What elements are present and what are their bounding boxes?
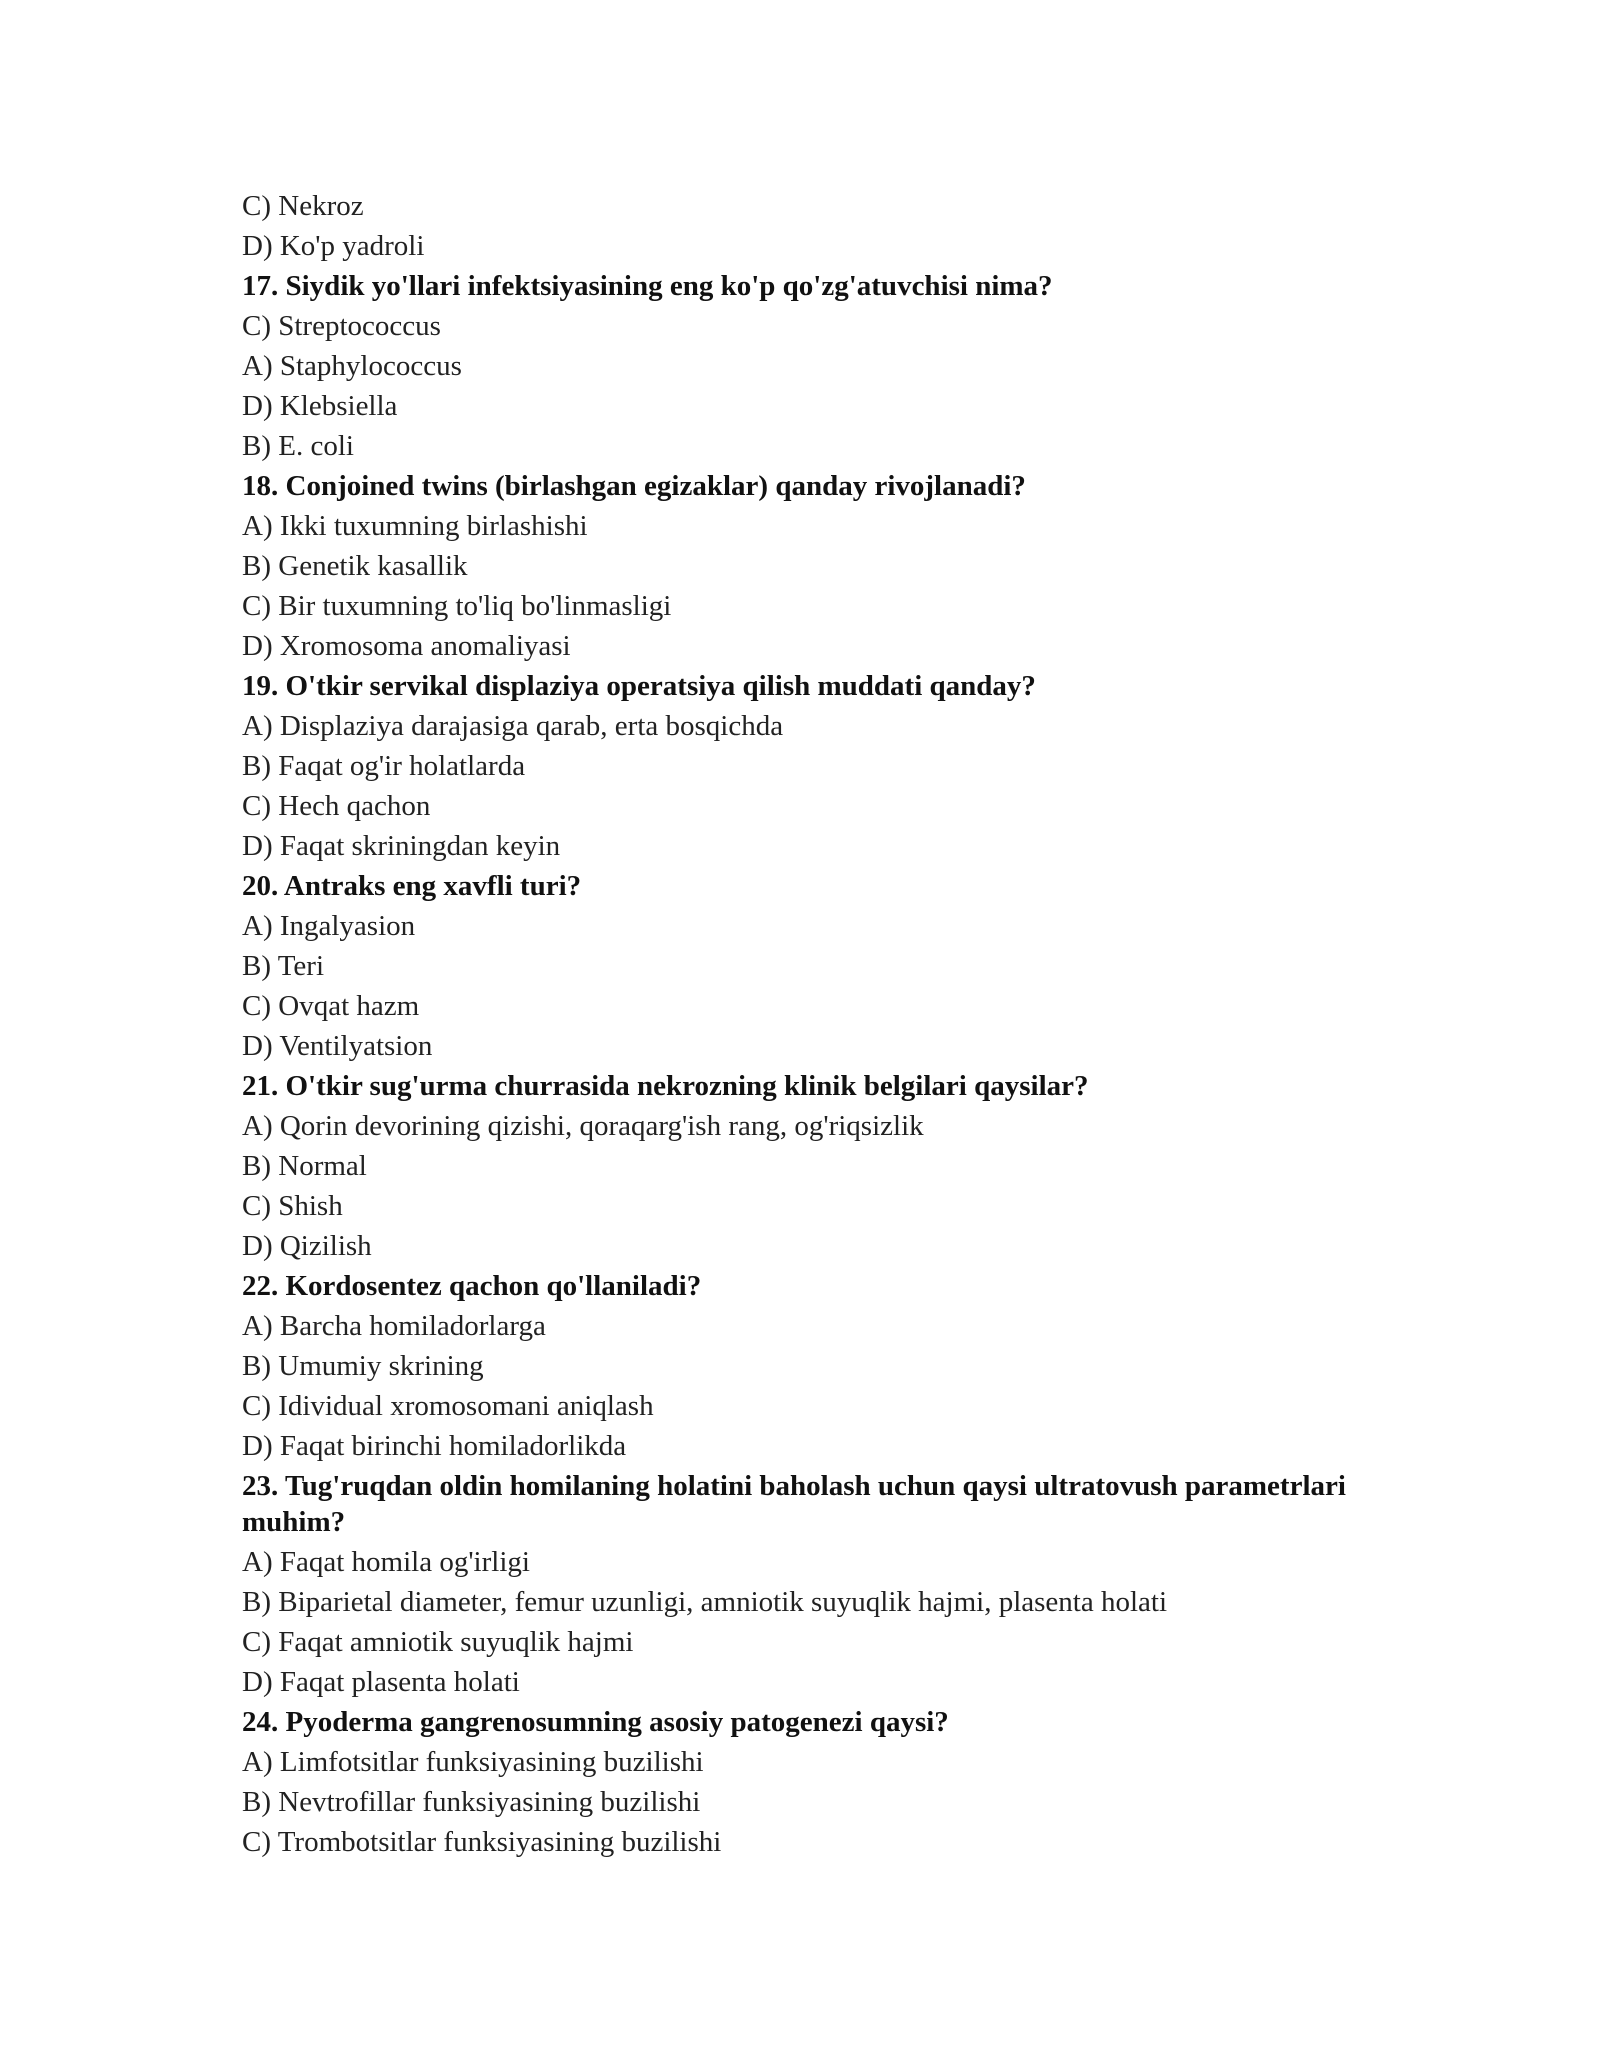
- answer-option: B) Biparietal diameter, femur uzunligi, amniotik suyuqlik hajmi, plasenta holati: [242, 1586, 1168, 1618]
- answer-option: A) Faqat homila og'irligi: [242, 1546, 530, 1578]
- question-text: 17. Siydik yo'llari infektsiyasining eng ko'p qo'zg'atuvchisi nima?: [242, 270, 1053, 302]
- answer-option: B) Teri: [242, 950, 325, 982]
- answer-option: C) Shish: [242, 1190, 343, 1222]
- answer-option: D) Klebsiella: [242, 390, 398, 422]
- answer-option: C) Trombotsitlar funksiyasining buzilishi: [242, 1826, 722, 1858]
- answer-option: B) Nevtrofillar funksiyasining buzilishi: [242, 1786, 701, 1818]
- answer-option: C) Nekroz: [242, 190, 364, 222]
- answer-option: C) Idividual xromosomani aniqlash: [242, 1390, 654, 1422]
- answer-option: B) Normal: [242, 1150, 367, 1182]
- answer-option: C) Bir tuxumning to'liq bo'linmasligi: [242, 590, 672, 622]
- quiz-text-block: [242, 186, 1382, 1862]
- answer-option: D) Qizilish: [242, 1230, 372, 1262]
- answer-option: A) Staphylococcus: [242, 350, 462, 382]
- question-text: 21. O'tkir sug'urma churrasida nekrozning klinik belgilari qaysilar?: [242, 1070, 1089, 1102]
- answer-option: A) Barcha homiladorlarga: [242, 1310, 546, 1342]
- answer-option: D) Faqat plasenta holati: [242, 1666, 520, 1698]
- answer-option: D) Ko'p yadroli: [242, 230, 425, 262]
- answer-option: A) Limfotsitlar funksiyasining buzilishi: [242, 1746, 704, 1778]
- answer-option: D) Xromosoma anomaliyasi: [242, 630, 571, 662]
- answer-option: B) Genetik kasallik: [242, 550, 468, 582]
- answer-option: A) Ingalyasion: [242, 910, 416, 942]
- answer-option: D) Ventilyatsion: [242, 1030, 433, 1062]
- answer-option: C) Streptococcus: [242, 310, 441, 342]
- question-text: 22. Kordosentez qachon qo'llaniladi?: [242, 1270, 702, 1302]
- answer-option: C) Hech qachon: [242, 790, 431, 822]
- answer-option: C) Ovqat hazm: [242, 990, 420, 1022]
- question-text: 24. Pyoderma gangrenosumning asosiy patogenezi qaysi?: [242, 1706, 949, 1738]
- answer-option: B) Faqat og'ir holatlarda: [242, 750, 526, 782]
- answer-option: D) Faqat skriningdan keyin: [242, 830, 561, 862]
- answer-option: A) Ikki tuxumning birlashishi: [242, 510, 588, 542]
- answer-option: D) Faqat birinchi homiladorlikda: [242, 1430, 627, 1462]
- answer-option: B) E. coli: [242, 430, 354, 462]
- answer-option: A) Displaziya darajasiga qarab, erta bosqichda: [242, 710, 784, 742]
- question-text: 20. Antraks eng xavfli turi?: [242, 870, 582, 902]
- answer-option: B) Umumiy skrining: [242, 1350, 484, 1382]
- answer-option: C) Faqat amniotik suyuqlik hajmi: [242, 1626, 634, 1658]
- question-text: 19. O'tkir servikal displaziya operatsiya qilish muddati qanday?: [242, 670, 1036, 702]
- answer-option: A) Qorin devorining qizishi, qoraqarg'ish rang, og'riqsizlik: [242, 1110, 924, 1142]
- question-text: 23. Tug'ruqdan oldin homilaning holatini baholash uchun qaysi ultratovush parametrlari muhim?: [242, 1470, 1346, 1538]
- question-text: 18. Conjoined twins (birlashgan egizaklar) qanday rivojlanadi?: [242, 470, 1026, 502]
